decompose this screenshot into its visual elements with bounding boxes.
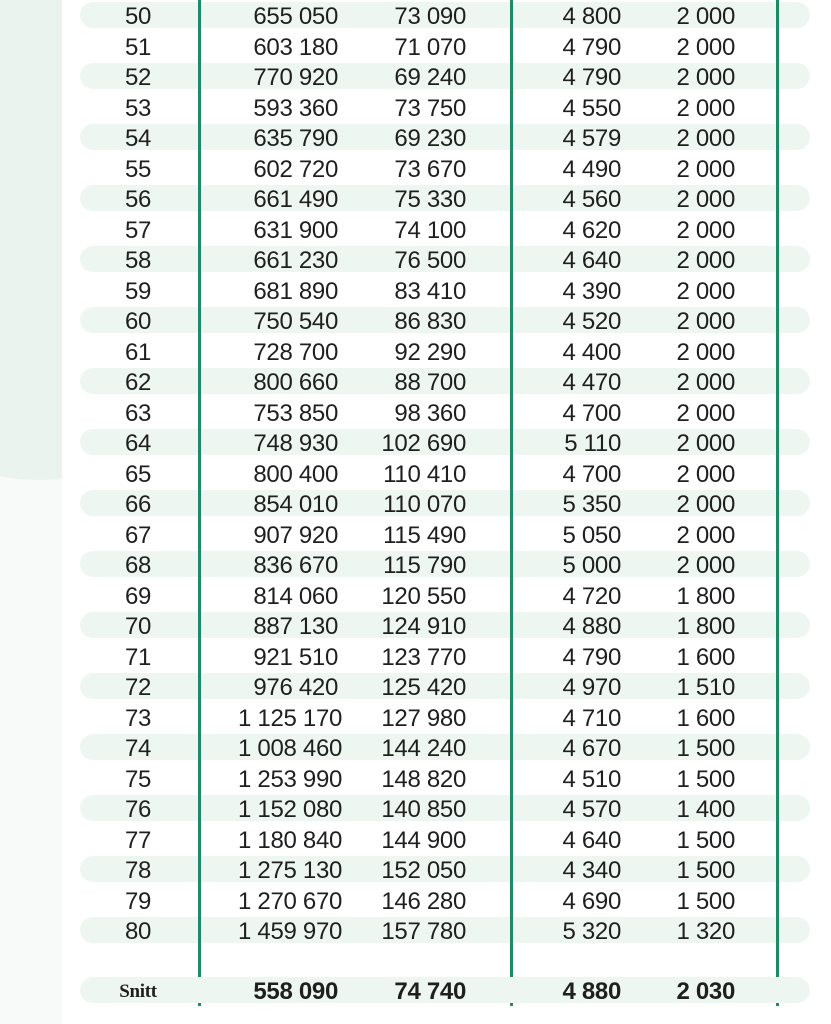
cell-col4: 1 600 [676,643,735,671]
cell-col1: 635 790 [253,125,338,152]
table-row [80,826,810,852]
cell-col2: 102 690 [381,430,466,457]
cell-col4: 2 000 [676,338,735,366]
cell-age: 53 [124,94,152,122]
cell-col4: 1 800 [676,582,735,610]
table-row [80,765,810,791]
cell-col4: 2 000 [676,460,735,488]
cell-age: 62 [124,369,152,396]
cell-age: 75 [124,765,152,793]
cell-col2: 86 830 [394,308,466,335]
cell-col4: 1 800 [676,613,735,640]
cell-age: 72 [124,674,152,701]
table-row [80,887,810,913]
cell-col3: 4 700 [562,460,621,488]
cell-age: 56 [124,186,152,213]
cell-col1: 661 490 [253,186,338,213]
cell-col3: 4 560 [562,186,621,213]
cell-col4: 2 000 [676,369,735,396]
table-row [80,429,810,455]
cell-col4: 1 320 [676,918,735,945]
cell-col2: 88 700 [394,369,466,396]
cell-col1: 814 060 [253,582,338,610]
cell-age: 76 [124,796,152,823]
cell-col3: 4 790 [562,64,621,91]
cell-col3: 4 700 [562,399,621,427]
cell-col2: 110 070 [383,491,466,518]
summary-cell-col4: 2 030 [676,978,735,1005]
cell-col3: 4 570 [562,796,621,823]
table-row [80,277,810,303]
cell-col4: 2 000 [676,155,735,183]
cell-col4: 2 000 [676,64,735,91]
cell-col3: 4 550 [562,94,621,122]
cell-col1: 681 890 [253,277,338,305]
cell-col1: 748 930 [253,430,338,457]
cell-col1: 753 850 [253,399,338,427]
table-row [80,94,810,120]
cell-col1: 1 275 130 [238,857,343,884]
cell-col1: 921 510 [253,643,338,671]
cell-col4: 2 000 [676,277,735,305]
cell-col1: 1 125 170 [238,704,343,732]
cell-col2: 115 790 [383,552,466,579]
cell-col1: 631 900 [253,216,338,244]
cell-col2: 124 910 [381,613,466,640]
cell-col2: 148 820 [381,765,466,793]
cell-col1: 1 253 990 [238,765,343,793]
cell-col3: 4 790 [562,643,621,671]
cell-col3: 4 510 [562,765,621,793]
cell-col3: 4 800 [562,3,621,30]
table-row [80,734,810,760]
cell-age: 58 [124,247,152,274]
table-row [80,856,810,882]
cell-col4: 2 000 [676,552,735,579]
cell-col2: 73 670 [394,155,466,183]
cell-col2: 144 240 [381,735,466,762]
cell-col2: 71 070 [394,33,466,61]
cell-col2: 74 100 [394,216,466,244]
cell-col3: 4 520 [562,308,621,335]
table-row [80,307,810,333]
cell-col2: 127 980 [381,704,466,732]
cell-col3: 4 400 [562,338,621,366]
cell-col3: 4 640 [562,247,621,274]
cell-col3: 4 880 [562,613,621,640]
table-row [80,33,810,59]
cell-col3: 5 320 [562,918,621,945]
cell-col2: 110 410 [383,460,466,488]
cell-col4: 2 000 [676,33,735,61]
cell-age: 69 [124,582,152,610]
table-row [80,216,810,242]
cell-col4: 2 000 [676,3,735,30]
cell-age: 74 [124,735,152,762]
cell-col3: 4 620 [562,216,621,244]
cell-col4: 2 000 [676,216,735,244]
cell-col4: 2 000 [676,247,735,274]
cell-age: 57 [124,216,152,244]
cell-col4: 2 000 [676,399,735,427]
cell-col3: 5 350 [562,491,621,518]
table-row [80,2,810,28]
table-row [80,155,810,181]
cell-col4: 2 000 [676,308,735,335]
cell-col1: 770 920 [253,64,338,91]
cell-col3: 4 670 [562,735,621,762]
cell-col2: 69 230 [394,125,466,152]
cell-col2: 73 090 [394,3,466,30]
cell-col3: 4 470 [562,369,621,396]
table-row [80,704,810,730]
cell-col4: 1 500 [676,887,735,915]
cell-col2: 146 280 [381,887,466,915]
cell-age: 59 [124,277,152,305]
table-row [80,582,810,608]
cell-col4: 2 000 [676,430,735,457]
table-row [80,124,810,150]
column-divider-left [198,0,201,1006]
cell-col4: 1 400 [676,796,735,823]
table-row [80,673,810,699]
cell-col4: 1 500 [676,857,735,884]
cell-col3: 4 340 [562,857,621,884]
cell-col1: 1 008 460 [238,735,343,762]
cell-col2: 73 750 [394,94,466,122]
cell-col1: 976 420 [253,674,338,701]
table-row [80,246,810,272]
cell-col3: 4 640 [562,826,621,854]
table-row [80,521,810,547]
table-row [80,63,810,89]
cell-col2: 69 240 [394,64,466,91]
cell-col2: 152 050 [381,857,466,884]
cell-col3: 4 690 [562,887,621,915]
cell-col1: 1 180 840 [238,826,343,854]
cell-col2: 76 500 [394,247,466,274]
cell-age: 55 [124,155,152,183]
cell-col3: 5 050 [562,521,621,549]
cell-col3: 4 710 [562,704,621,732]
cell-col1: 800 400 [253,460,338,488]
table-row [80,185,810,211]
cell-age: 61 [124,338,152,366]
cell-col1: 1 152 080 [238,796,343,823]
cell-col4: 2 000 [676,94,735,122]
cell-col4: 2 000 [676,125,735,152]
column-divider-middle [510,0,513,1006]
cell-col1: 602 720 [253,155,338,183]
cell-age: 80 [124,918,152,945]
cell-age: 68 [124,552,152,579]
cell-col4: 2 000 [676,186,735,213]
cell-col4: 1 500 [676,735,735,762]
column-divider-right [776,0,779,1006]
cell-age: 70 [124,613,152,640]
cell-col3: 4 579 [562,125,621,152]
cell-col2: 144 900 [381,826,466,854]
cell-col4: 1 500 [676,826,735,854]
cell-col1: 655 050 [253,3,338,30]
cell-age: 79 [124,887,152,915]
cell-col2: 123 770 [381,643,466,671]
table-row [80,551,810,577]
cell-col3: 4 970 [562,674,621,701]
table-row [80,460,810,486]
cell-col1: 836 670 [253,552,338,579]
cell-age: 50 [124,3,152,30]
cell-col3: 4 490 [562,155,621,183]
summary-cell-col2: 74 740 [394,978,466,1005]
cell-col2: 75 330 [394,186,466,213]
summary-cell-col3: 4 880 [562,978,621,1005]
cell-col4: 1 600 [676,704,735,732]
cell-age: 52 [124,64,152,91]
cell-age: 65 [124,460,152,488]
summary-row [80,977,810,1003]
cell-col1: 1 270 670 [238,887,343,915]
cell-col2: 120 550 [381,582,466,610]
cell-age: 63 [124,399,152,427]
cell-age: 78 [124,857,152,884]
cell-col3: 4 390 [562,277,621,305]
cell-age: 77 [124,826,152,854]
table-row [80,399,810,425]
cell-col1: 1 459 970 [238,918,343,945]
table-row [80,490,810,516]
cell-age: 54 [124,125,152,152]
cell-col3: 4 790 [562,33,621,61]
table-row [80,338,810,364]
table-row [80,612,810,638]
summary-label: Snitt [119,981,157,1002]
cell-col1: 661 230 [253,247,338,274]
summary-cell-col1: 558 090 [253,978,338,1005]
cell-age: 73 [124,704,152,732]
cell-col2: 157 780 [381,918,466,945]
cell-col2: 92 290 [394,338,466,366]
cell-age: 51 [124,33,152,61]
cell-col1: 603 180 [253,33,338,61]
cell-col2: 125 420 [381,674,466,701]
cell-col2: 115 490 [383,521,466,549]
table-row [80,795,810,821]
cell-col3: 4 720 [562,582,621,610]
cell-col4: 1 510 [676,674,735,701]
cell-col3: 5 000 [562,552,621,579]
cell-col4: 2 000 [676,521,735,549]
cell-col2: 83 410 [394,277,466,305]
table-row [80,643,810,669]
cell-age: 71 [124,643,152,671]
cell-col1: 800 660 [253,369,338,396]
cell-col1: 887 130 [253,613,338,640]
cell-age: 66 [124,491,152,518]
cell-col3: 5 110 [564,430,621,457]
cell-col1: 593 360 [253,94,338,122]
cell-age: 60 [124,308,152,335]
cell-age: 67 [124,521,152,549]
cell-age: 64 [124,430,152,457]
cell-col1: 750 540 [253,308,338,335]
cell-col1: 728 700 [253,338,338,366]
cell-col2: 98 360 [394,399,466,427]
table-row [80,917,810,943]
cell-col2: 140 850 [381,796,466,823]
cell-col4: 1 500 [676,765,735,793]
cell-col1: 854 010 [253,491,338,518]
cell-col4: 2 000 [676,491,735,518]
cell-col1: 907 920 [253,521,338,549]
table-row [80,368,810,394]
